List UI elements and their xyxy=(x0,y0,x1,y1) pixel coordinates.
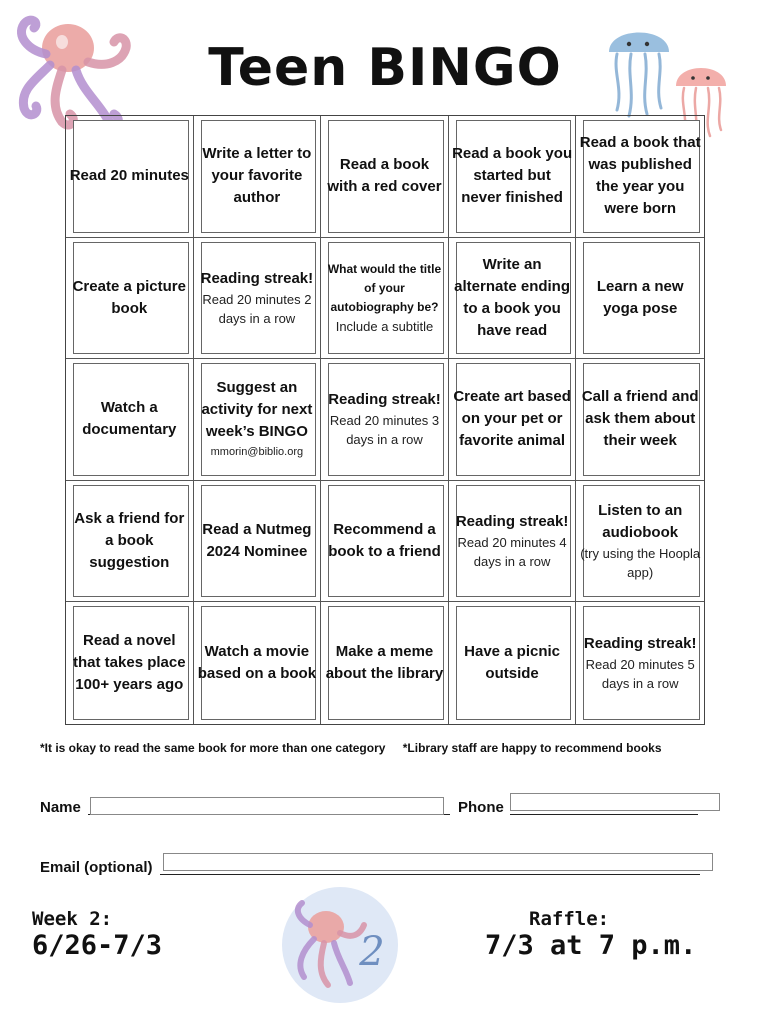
bingo-cell-text xyxy=(321,389,448,449)
footnote-staff-recommend: *Library staff are happy to recommend books xyxy=(402,741,662,755)
bingo-cell-detail: mmorin@biblio.org xyxy=(210,445,304,458)
bingo-cell-task: Read a book you started but never finished xyxy=(452,145,573,207)
bingo-cell-text xyxy=(66,276,193,320)
phone-label: Phone xyxy=(458,799,504,816)
bingo-cell-text xyxy=(576,500,704,582)
bingo-cell xyxy=(576,238,704,360)
email-input-box[interactable] xyxy=(163,853,713,871)
bingo-cell xyxy=(194,116,322,238)
bingo-cell-text xyxy=(321,519,448,563)
bingo-cell-text xyxy=(576,386,704,452)
bingo-cell-task: Create art based on your pet or favorite animal xyxy=(453,388,571,450)
bingo-cell xyxy=(66,481,194,603)
bingo-cell-text xyxy=(449,641,576,685)
page-title: Teen BINGO xyxy=(208,38,562,98)
bingo-cell-task: Read 20 minutes xyxy=(69,167,189,185)
bingo-cell-text xyxy=(194,641,321,685)
bingo-cell-text xyxy=(321,641,448,685)
bingo-cell-text xyxy=(66,508,193,574)
bingo-cell-text xyxy=(449,511,576,571)
bingo-cell xyxy=(321,238,449,360)
bingo-cell-task: Read a novel that takes place 100+ years ago xyxy=(73,632,186,694)
bingo-cell xyxy=(576,481,704,603)
bingo-cell-detail: Read 20 minutes 4 days in a row xyxy=(457,535,567,570)
bingo-cell xyxy=(194,481,322,603)
bingo-cell-text xyxy=(449,386,576,452)
bingo-cell-text xyxy=(321,260,448,336)
bingo-cell xyxy=(576,359,704,481)
bingo-cell-task: Write a letter to your favorite author xyxy=(202,145,312,207)
bingo-cell-task: Ask a friend for a book suggestion xyxy=(74,510,185,572)
bingo-cell-text xyxy=(194,268,321,328)
bingo-cell xyxy=(321,359,449,481)
bingo-cell-text xyxy=(66,397,193,441)
bingo-cell-task: Read a Nutmeg 2024 Nominee xyxy=(202,521,312,561)
bingo-cell-task: Reading streak! xyxy=(328,391,441,409)
raffle-time: 7/3 at 7 p.m. xyxy=(485,930,697,961)
bingo-cell-task: Create a picture book xyxy=(72,277,186,317)
bingo-cell-task: Suggest an activity for next week’s BINGO xyxy=(201,378,313,440)
bingo-cell-detail: Read 20 minutes 2 days in a row xyxy=(202,291,312,326)
bingo-cell-task: Reading streak! xyxy=(200,269,314,287)
bingo-cell xyxy=(321,602,449,724)
bingo-cell-task: Learn a new yoga pose xyxy=(596,277,684,317)
phone-input-box[interactable] xyxy=(510,793,720,811)
bingo-cell-task: Listen to an audiobook xyxy=(598,502,683,542)
name-label: Name xyxy=(40,799,81,816)
octopus-week-badge xyxy=(280,885,400,1005)
week-dates: 6/26-7/3 xyxy=(32,930,163,961)
bingo-cell xyxy=(449,116,577,238)
bingo-cell-task: Watch a movie based on a book xyxy=(197,643,317,683)
bingo-cell-text xyxy=(321,154,448,198)
bingo-cell-task: What would the title of your autobiography be? xyxy=(327,261,442,314)
bingo-cell-text xyxy=(66,630,193,696)
bingo-cell-detail: Include a subtitle xyxy=(335,318,434,334)
bingo-cell xyxy=(194,238,322,360)
bingo-cell-text xyxy=(194,519,321,563)
bingo-cell-task: Recommend a book to a friend xyxy=(328,521,441,561)
bingo-cell-task: Read a book that was published the year you were born xyxy=(579,134,701,218)
bingo-cell-text xyxy=(194,143,321,209)
bingo-cell-text xyxy=(576,132,704,220)
email-label: Email (optional) xyxy=(40,859,153,876)
bingo-cell xyxy=(194,359,322,481)
bingo-cell xyxy=(66,116,194,238)
bingo-cell-task: Reading streak! xyxy=(583,635,697,653)
bingo-cell-text xyxy=(449,143,576,209)
bingo-cell-task: Read a book with a red cover xyxy=(327,156,442,196)
bingo-cell xyxy=(449,602,577,724)
raffle-label: Raffle: xyxy=(529,908,610,930)
bingo-cell-detail: Read 20 minutes 3 days in a row xyxy=(329,413,440,448)
bingo-cell-task: Reading streak! xyxy=(455,513,569,531)
footnote-same-book: *It is okay to read the same book for more than one category xyxy=(40,741,386,755)
bingo-cell-text xyxy=(576,276,704,320)
bingo-cell xyxy=(194,602,322,724)
bingo-cell-task: Write an alternate ending to a book you have read xyxy=(454,255,571,339)
email-field[interactable] xyxy=(160,874,700,875)
bingo-cell xyxy=(449,359,577,481)
bingo-cell-detail: (try using the Hoopla app) xyxy=(580,546,701,581)
bingo-cell xyxy=(321,116,449,238)
bingo-cell-text xyxy=(194,377,321,462)
bingo-cell xyxy=(576,602,704,724)
bingo-cell xyxy=(66,359,194,481)
bingo-cell xyxy=(449,238,577,360)
bingo-cell-task: Make a meme about the library xyxy=(325,643,444,683)
phone-field[interactable] xyxy=(510,814,698,815)
bingo-cell xyxy=(449,481,577,603)
bingo-cell-task: Have a picnic outside xyxy=(464,643,561,683)
bingo-cell-task: Call a friend and ask them about their week xyxy=(581,388,699,450)
bingo-cell xyxy=(321,481,449,603)
bingo-cell-text xyxy=(576,633,704,693)
bingo-cell xyxy=(66,238,194,360)
bingo-cell xyxy=(66,602,194,724)
bingo-cell-detail: Read 20 minutes 5 days in a row xyxy=(585,657,695,692)
bingo-cell xyxy=(576,116,704,238)
badge-number: 2 xyxy=(359,929,385,975)
bingo-cell-text xyxy=(67,165,192,187)
footnotes xyxy=(40,741,740,755)
bingo-grid xyxy=(65,115,705,725)
bingo-cell-task: Watch a documentary xyxy=(82,399,177,439)
week-label: Week 2: xyxy=(32,908,113,930)
bingo-cell-text xyxy=(449,254,576,342)
name-input-box[interactable] xyxy=(90,797,444,815)
